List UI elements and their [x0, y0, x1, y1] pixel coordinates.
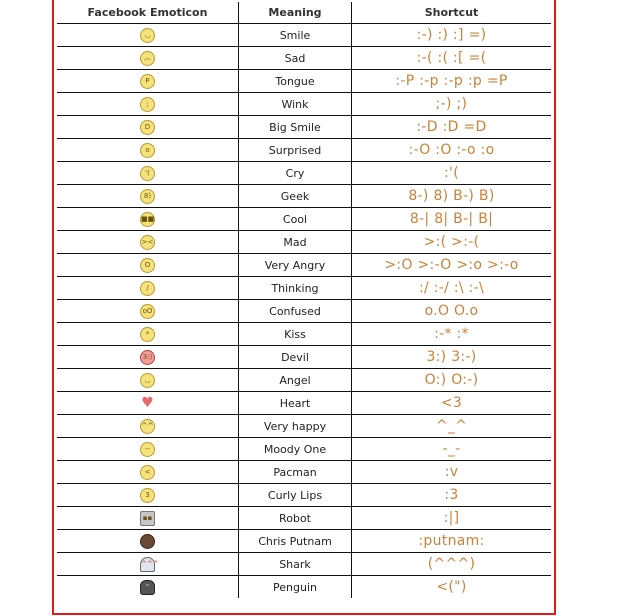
shortcut-cell: (^^^): [352, 553, 552, 576]
geek-icon: 8): [140, 189, 155, 204]
emoticon-cell: [57, 254, 239, 277]
emoticon-cell: [57, 369, 239, 392]
kiss-icon: *: [140, 327, 155, 342]
meaning-cell: Geek: [239, 185, 352, 208]
header-emoticon: Facebook Emoticon: [57, 2, 239, 24]
shortcut-cell: :-* :*: [352, 323, 552, 346]
shortcut-cell: :-) :) :] =): [352, 24, 552, 47]
table-row: [57, 116, 551, 139]
header-shortcut: Shortcut: [352, 2, 552, 24]
shortcut-cell: 8-| 8| B-| B|: [352, 208, 552, 231]
robot-icon: ▪▪: [140, 511, 155, 526]
emoticon-cell: [57, 93, 239, 116]
shortcut-cell: 3:) 3:-): [352, 346, 552, 369]
emoticon-cell: [57, 323, 239, 346]
table-row: [57, 93, 551, 116]
emoticon-cell: [57, 162, 239, 185]
cool-icon: ■■: [140, 212, 155, 227]
meaning-cell: Smile: [239, 24, 352, 47]
table-row: [57, 139, 551, 162]
table-row: [57, 185, 551, 208]
emoticon-cell: [57, 507, 239, 530]
table-row: [57, 323, 551, 346]
curly-lips-icon: 3: [140, 488, 155, 503]
shortcut-cell: :-( :( :[ =(: [352, 47, 552, 70]
shortcut-cell: -_-: [352, 438, 552, 461]
very-happy-icon: ^^: [140, 419, 155, 434]
shortcut-cell: ^_^: [352, 415, 552, 438]
meaning-cell: Curly Lips: [239, 484, 352, 507]
shortcut-cell: :-O :O :-o :o: [352, 139, 552, 162]
meaning-cell: Shark: [239, 553, 352, 576]
emoticon-cell: [57, 116, 239, 139]
devil-icon: 3:): [140, 350, 155, 365]
emoticon-cell: [57, 461, 239, 484]
shortcut-cell: <("): [352, 576, 552, 599]
wink-icon: ;: [140, 97, 155, 112]
header-meaning: Meaning: [239, 2, 352, 24]
shortcut-cell: >:( >:-(: [352, 231, 552, 254]
header-row: [57, 2, 551, 24]
meaning-cell: Mad: [239, 231, 352, 254]
moody-icon: --: [140, 442, 155, 457]
table-row: [57, 208, 551, 231]
table-row: [57, 530, 551, 553]
meaning-cell: Thinking: [239, 277, 352, 300]
shortcut-cell: :'(: [352, 162, 552, 185]
meaning-cell: Cool: [239, 208, 352, 231]
table-row: [57, 461, 551, 484]
table-row: [57, 392, 551, 415]
emoticon-cell: [57, 576, 239, 599]
table-row: [57, 576, 551, 599]
emoticon-cell: [57, 231, 239, 254]
emoticon-cell: [57, 185, 239, 208]
pacman-icon: <: [140, 465, 155, 480]
shortcut-cell: :-P :-p :-p :p =P: [352, 70, 552, 93]
smile-icon: ◡: [140, 28, 155, 43]
meaning-cell: Big Smile: [239, 116, 352, 139]
very-angry-icon: O: [140, 258, 155, 273]
meaning-cell: Wink: [239, 93, 352, 116]
chris-putnam-icon: [140, 534, 155, 549]
shortcut-cell: :putnam:: [352, 530, 552, 553]
meaning-cell: Sad: [239, 47, 352, 70]
meaning-cell: Moody One: [239, 438, 352, 461]
emoticon-cell: [57, 346, 239, 369]
table-row: [57, 231, 551, 254]
meaning-cell: Confused: [239, 300, 352, 323]
shortcut-cell: O:) O:-): [352, 369, 552, 392]
mad-icon: ><: [140, 235, 155, 250]
table-row: [57, 70, 551, 93]
shortcut-cell: :3: [352, 484, 552, 507]
emoticon-cell: [57, 484, 239, 507]
meaning-cell: Chris Putnam: [239, 530, 352, 553]
emoticon-cell: [57, 208, 239, 231]
confused-icon: oO: [140, 304, 155, 319]
meaning-cell: Kiss: [239, 323, 352, 346]
table-row: [57, 507, 551, 530]
meaning-cell: Tongue: [239, 70, 352, 93]
meaning-cell: Devil: [239, 346, 352, 369]
meaning-cell: Robot: [239, 507, 352, 530]
emoticon-cell: [57, 530, 239, 553]
meaning-cell: Very happy: [239, 415, 352, 438]
shortcut-cell: :/ :-/ :\ :-\: [352, 277, 552, 300]
meaning-cell: Penguin: [239, 576, 352, 599]
table-row: [57, 369, 551, 392]
surprised-icon: o: [140, 143, 155, 158]
thinking-icon: /: [140, 281, 155, 296]
emoticon-cell: [57, 553, 239, 576]
table-row: [57, 162, 551, 185]
shark-icon: ^^^: [140, 557, 155, 572]
shortcut-cell: :|]: [352, 507, 552, 530]
shortcut-cell: >:O >:-O >:o >:-o: [352, 254, 552, 277]
table-row: [57, 553, 551, 576]
shortcut-cell: :-D :D =D: [352, 116, 552, 139]
emoticon-cell: [57, 392, 239, 415]
table-row: [57, 438, 551, 461]
emoticon-cell: [57, 24, 239, 47]
table-row: [57, 277, 551, 300]
emoticon-table: [57, 2, 551, 598]
big-smile-icon: D: [140, 120, 155, 135]
penguin-icon: ": [140, 580, 155, 595]
shortcut-cell: o.O O.o: [352, 300, 552, 323]
cry-icon: '(: [140, 166, 155, 181]
emoticon-cell: [57, 277, 239, 300]
meaning-cell: Heart: [239, 392, 352, 415]
table-row: [57, 484, 551, 507]
meaning-cell: Cry: [239, 162, 352, 185]
shortcut-cell: <3: [352, 392, 552, 415]
emoticon-cell: [57, 70, 239, 93]
table-row: [57, 346, 551, 369]
table-row: [57, 24, 551, 47]
emoticon-cell: [57, 47, 239, 70]
emoticon-cell: [57, 415, 239, 438]
emoticon-cell: [57, 139, 239, 162]
meaning-cell: Pacman: [239, 461, 352, 484]
meaning-cell: Angel: [239, 369, 352, 392]
table-row: [57, 300, 551, 323]
shortcut-cell: 8-) 8) B-) B): [352, 185, 552, 208]
table-row: [57, 415, 551, 438]
emoticon-cell: [57, 438, 239, 461]
angel-icon: ◡: [140, 373, 155, 388]
meaning-cell: Surprised: [239, 139, 352, 162]
sad-icon: ︵: [140, 51, 155, 66]
shortcut-cell: ;-) ;): [352, 93, 552, 116]
heart-icon: ♥: [141, 394, 154, 411]
emoticon-cell: [57, 300, 239, 323]
tongue-icon: P: [140, 74, 155, 89]
table-row: [57, 254, 551, 277]
shortcut-cell: :v: [352, 461, 552, 484]
meaning-cell: Very Angry: [239, 254, 352, 277]
table-row: [57, 47, 551, 70]
